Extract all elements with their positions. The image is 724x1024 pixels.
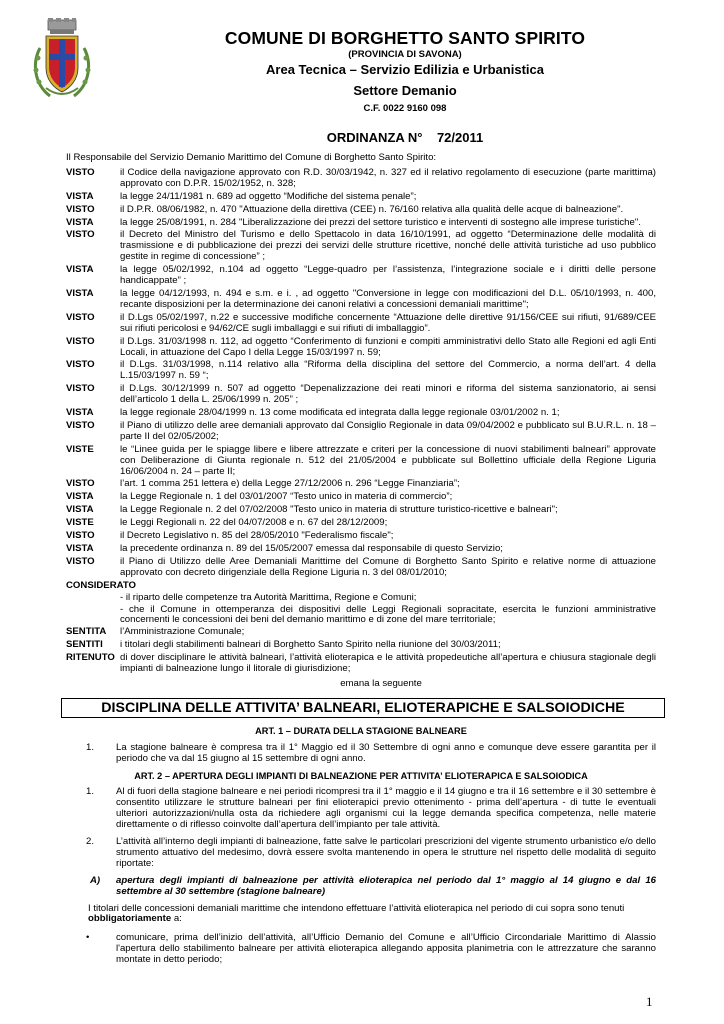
premessa-row <box>66 518 656 529</box>
intro-line: Il Responsabile del Servizio Demanio Marittimo del Comune di Borghetto Santo Spirito: <box>66 152 437 163</box>
post-label: RITENUTO <box>66 652 115 664</box>
premessa-row <box>66 408 656 419</box>
premessa-label: VISTO <box>66 555 95 567</box>
premessa-label: VISTA <box>66 543 94 554</box>
considerato-label: CONSIDERATO <box>66 579 137 591</box>
post-list <box>66 627 656 675</box>
premessa-label: VISTA <box>66 407 94 419</box>
premessa-text: il D.Lgs. 31/03/1998 n. 112, ad oggetto “Conferimento di funzioni e compiti amministrativi dello Stato alle Regioni ed agli Enti Locali, in attuazione del Capo I della Legge 15/03/1997 n. 59; <box>120 335 656 358</box>
premessa-text: la legge 05/02/1992, n.104 ad oggetto “Legge-quadro per l’assistenza, l’integrazione sociale e i diritti delle persone handicappate” ; <box>120 264 656 287</box>
premessa-text: la legge 25/08/1991, n. 284 "Liberalizzazione dei prezzi del settore turistico e interventi di sostegno alle imprese turistiche". <box>120 216 641 228</box>
premessa-row <box>66 205 656 216</box>
coat-of-arms-logo <box>30 18 94 102</box>
art2-item <box>66 787 656 831</box>
bullet-icon: • <box>86 932 90 944</box>
titolari-text: I titolari delle concessioni demaniali marittime che intendono effettuare l’attività elioterapica nel periodo di cui sopra sono tenuti <box>88 902 625 914</box>
premessa-text: le Leggi Regionali n. 22 del 04/07/2008 e n. 67 del 28/12/2009; <box>120 517 388 529</box>
premessa-label: VISTA <box>66 491 94 503</box>
premessa-row <box>66 445 656 478</box>
premessa-label: VISTO <box>66 478 95 490</box>
premessa-text: la precedente ordinanza n. 89 del 15/05/2007 emessa dal responsabile di questo Servizio; <box>120 543 503 554</box>
ordinance-number: ORDINANZA N° 72/2011 <box>326 130 484 145</box>
premessa-label: VISTA <box>66 190 94 202</box>
post-text: di dover disciplinare le attività balneari, l’attività elioterapica e le attività propedeutiche all’apertura e chiusura stagionale degli impianti di balneazione lungo il litorale di giurisdizione; <box>120 652 656 675</box>
premessa-label: VISTO <box>66 530 95 542</box>
item-text: L’attività all’interno degli impianti di balneazione, fatte salve le particolari prescrizioni del vigente strumento urbanistico e/o dello strumento attuativo del medesimo, dovrà essere svolta mantenendo in opera le strutture nel rispetto delle modalità di seguito riportate: <box>116 836 656 869</box>
premessa-row <box>66 337 656 359</box>
post-text: i titolari degli stabilimenti balneari di Borghetto Santo Spirito nella riunione del 30/03/2011; <box>120 639 501 651</box>
post-row <box>66 640 656 651</box>
premessa-text: il D.Lgs. 30/12/1999 n. 507 ad oggetto “Depenalizzazione dei reati minori e riforma del sistema sanzionatorio, ai sensi dell’articolo 1 della L. 25/06/1999 n. 205” ; <box>120 383 656 406</box>
tax-code: C.F. 0022 9160 098 <box>363 103 447 114</box>
premessa-label: VISTO <box>66 166 95 178</box>
premessa-row <box>66 492 656 503</box>
post-row <box>66 627 656 638</box>
premessa-label: VISTO <box>66 203 95 215</box>
titolari-paragraph <box>66 904 656 926</box>
premessa-row <box>66 479 656 490</box>
premessa-label: VISTE <box>66 443 94 455</box>
bullet-text: comunicare, prima dell’inizio dell’attività, all’Ufficio Demanio del Comune e all’Ufficio Circondariale Marittimo di Alassio l'apertura dello stabilimento balneare per attività elioterapica allegando apposita planimetria con le attrezzature che saranno montate in detto periodo; <box>116 932 656 966</box>
titolari-emphasis: obbligatoriamente <box>88 913 172 925</box>
premessa-label: VISTA <box>66 264 94 276</box>
premessa-label: VISTA <box>66 216 94 228</box>
discipline-title: DISCIPLINA DELLE ATTIVITA’ BALNEARI, ELIOTERAPICHE E SALSOIODICHE <box>61 698 665 718</box>
considerato-item: - che il Comune in ottemperanza dei dispositivi delle Leggi Regionali sopracitate, esercita le funzioni amministrative concernenti le concessioni dei beni del demanio marittimo e di zone del mare territoriale; <box>120 603 656 626</box>
premessa-text: il Decreto del Ministro del Turismo e dello Spettacolo in data 16/10/1991, ad oggetto “Determinazione delle modalità di trasmissione e di pubblicazione dei prezzi dei servizi delle strutture ricettive, nonché delle attività turistiche ad uso pubblico gestite in regime di concessione” ; <box>120 229 656 263</box>
premessa-label: VISTO <box>66 311 95 323</box>
premessa-text: il Piano di Utilizzo delle Aree Demaniali Marittime del Comune di Borghetto Santo Spirito e relative norme di attuazione approvato con decreto dirigenziale della Regione Liguria n. 3 del 08/01/2010; <box>120 555 656 578</box>
item-text: La stagione balneare è compresa tra il 1° Maggio ed il 30 Settembre di ogni anno e comunque deve essere garantita per il periodo che va dal 15 giugno al 15 settembre di ogni anno. <box>116 741 656 764</box>
titolari-end: a: <box>171 913 182 925</box>
post-text: l’Amministrazione Comunale; <box>120 626 245 638</box>
premessa-row <box>66 505 656 516</box>
premessa-text: la legge 24/11/1981 n. 689 ad oggetto “Modifiche del sistema penale”; <box>120 190 417 202</box>
item-number: 1. <box>86 741 95 753</box>
premessa-text: l’art. 1 comma 251 lettera e) della Legge 27/12/2006 n. 296 “Legge Finanziaria”; <box>120 478 460 490</box>
premessa-text: il D.Lgs. 31/03/1998, n.114 relativo alla “Riforma della disciplina del settore del Commercio, a norma dell’art. 4 della L.15/03/1997 n. 59 “; <box>120 359 656 382</box>
premessa-text: la legge regionale 28/04/1999 n. 13 come modificata ed integrata dalla legge regionale 03/01/2002 n. 1; <box>120 407 560 419</box>
premessa-row <box>66 531 656 542</box>
premessa-text: la Legge Regionale n. 2 del 07/02/2008 "Testo unico in materia di strutture turistico-ricettive e balneari"; <box>120 504 558 516</box>
premessa-text: le “Linee guida per le spiagge libere e libere attrezzate e criteri per la concessione di nuovi stabilimenti balneari” approvate con Deliberazione di Giunta regionale n. 512 del 21/05/2004 e pubblicate sul Bollettino ufficiale della Regione Liguria 16/06/2004 n. 24 – parte II; <box>120 443 656 477</box>
premessa-text: il D.P.R. 08/06/1982, n. 470 "Attuazione della direttiva (CEE) n. 76/160 relativa alla qualità delle acque di balneazione". <box>120 203 624 215</box>
art1-title: ART. 1 – DURATA DELLA STAGIONE BALNEARE <box>255 725 467 736</box>
premessa-text: il Piano di utilizzo delle aree demaniali approvato dal Consiglio Regionale in data 09/04/2002 e pubblicato sul B.U.R.L. n. 18 – parte II del 02/05/2002; <box>120 419 656 442</box>
premessa-label: VISTO <box>66 359 95 371</box>
premessa-row <box>66 168 656 190</box>
paragraph-a <box>66 876 656 898</box>
province-subtitle: (PROVINCIA DI SAVONA) <box>348 49 462 60</box>
premessa-text: il Codice della navigazione approvato con R.D. 30/03/1942, n. 327 ed il relativo regolamento di esecuzione (parte marittima) approvato con D.P.R. 15/02/1952, n. 328; <box>120 166 656 189</box>
sector-title: Settore Demanio <box>353 83 457 98</box>
bullet-item <box>66 933 656 966</box>
item-number: 1. <box>86 786 95 798</box>
item-text: Al di fuori della stagione balneare e nei periodi ricompresi tra il 1° maggio e il 14 giugno e tra il 16 settembre e il 30 settembre è consentito utilizzare le strutture balneari per fini elioterapici previo ottenimento - prima dell’apertura - di tutte le eventuali ulteriori autorizzazioni/nulla osta da richiedere agli organismi cui la legge demanda specifica competenza, nelle materie direttamente o di riflesso coinvolte dall’apertura dell’impianto per tale attività. <box>116 786 656 831</box>
premessa-label: VISTO <box>66 383 95 395</box>
department-title: Area Tecnica – Servizio Edilizia e Urbanistica <box>266 62 544 77</box>
considerato-item: - il riparto delle competenze tra Autorità Marittima, Regione e Comuni; <box>120 591 417 603</box>
post-label: SENTITA <box>66 626 107 638</box>
premessa-text: il Decreto Legislativo n. 85 del 28/05/2010 "Federalismo fiscale"; <box>120 530 394 542</box>
document-body <box>66 153 656 966</box>
premessa-row <box>66 544 656 555</box>
premessa-label: VISTA <box>66 504 94 516</box>
post-label: SENTITI <box>66 639 103 651</box>
emana-line: emana la seguente <box>340 677 422 689</box>
premessa-text: la legge 04/12/1993, n. 494 e s.m. e i. , ad oggetto "Conversione in legge con modificazioni del D.L. 05/10/1993, n. 400, recante disposizioni per la determinazione dei canoni relativi a concessioni demaniali marittime"; <box>120 287 656 310</box>
premessa-text: la Legge Regionale n. 1 del 03/01/2007 “Testo unico in materia di commercio”; <box>120 491 453 503</box>
premessa-text: il D.Lgs 05/02/1997, n.22 e successive modifiche concernente “Attuazione delle direttive 91/156/CEE sui rifiuti, 91/689/CEE sui rifiuti pericolosi e 94/62/CE sugli imballaggi e sui rifiuti di imballaggio”. <box>120 311 656 334</box>
premessa-row <box>66 230 656 263</box>
premessa-row <box>66 557 656 579</box>
premessa-row <box>66 384 656 406</box>
art2-item <box>66 837 656 870</box>
premessa-label: VISTO <box>66 335 95 347</box>
item-number: 2. <box>86 836 95 848</box>
premessa-row <box>66 421 656 443</box>
premessa-label: VISTA <box>66 287 94 299</box>
municipality-title: COMUNE DI BORGHETTO SANTO SPIRITO <box>224 28 586 48</box>
paragraph-letter: A) <box>90 874 101 886</box>
premessa-row <box>66 313 656 335</box>
premessa-label: VISTE <box>66 517 94 529</box>
premessa-row <box>66 265 656 287</box>
premessa-row <box>66 360 656 382</box>
premessa-label: VISTO <box>66 229 95 241</box>
post-row <box>66 653 656 675</box>
premessa-label: VISTO <box>66 419 95 431</box>
page-number: 1 <box>646 994 653 1009</box>
art2-title: ART. 2 – APERTURA DEGLI IMPIANTI DI BALNEAZIONE PER ATTIVITA’ ELIOTERAPICA E SALSOIODICA <box>134 770 588 781</box>
premessa-row <box>66 218 656 229</box>
premesse-list <box>66 168 656 579</box>
premessa-row <box>66 289 656 311</box>
paragraph-a-text: apertura degli impianti di balneazione per attività elioterapica nel periodo dal 1° maggio al 14 giugno e dal 16 settembre al 30 settembre (stagione balneare) <box>116 874 656 897</box>
art1-item <box>66 743 656 765</box>
premessa-row <box>66 192 656 203</box>
